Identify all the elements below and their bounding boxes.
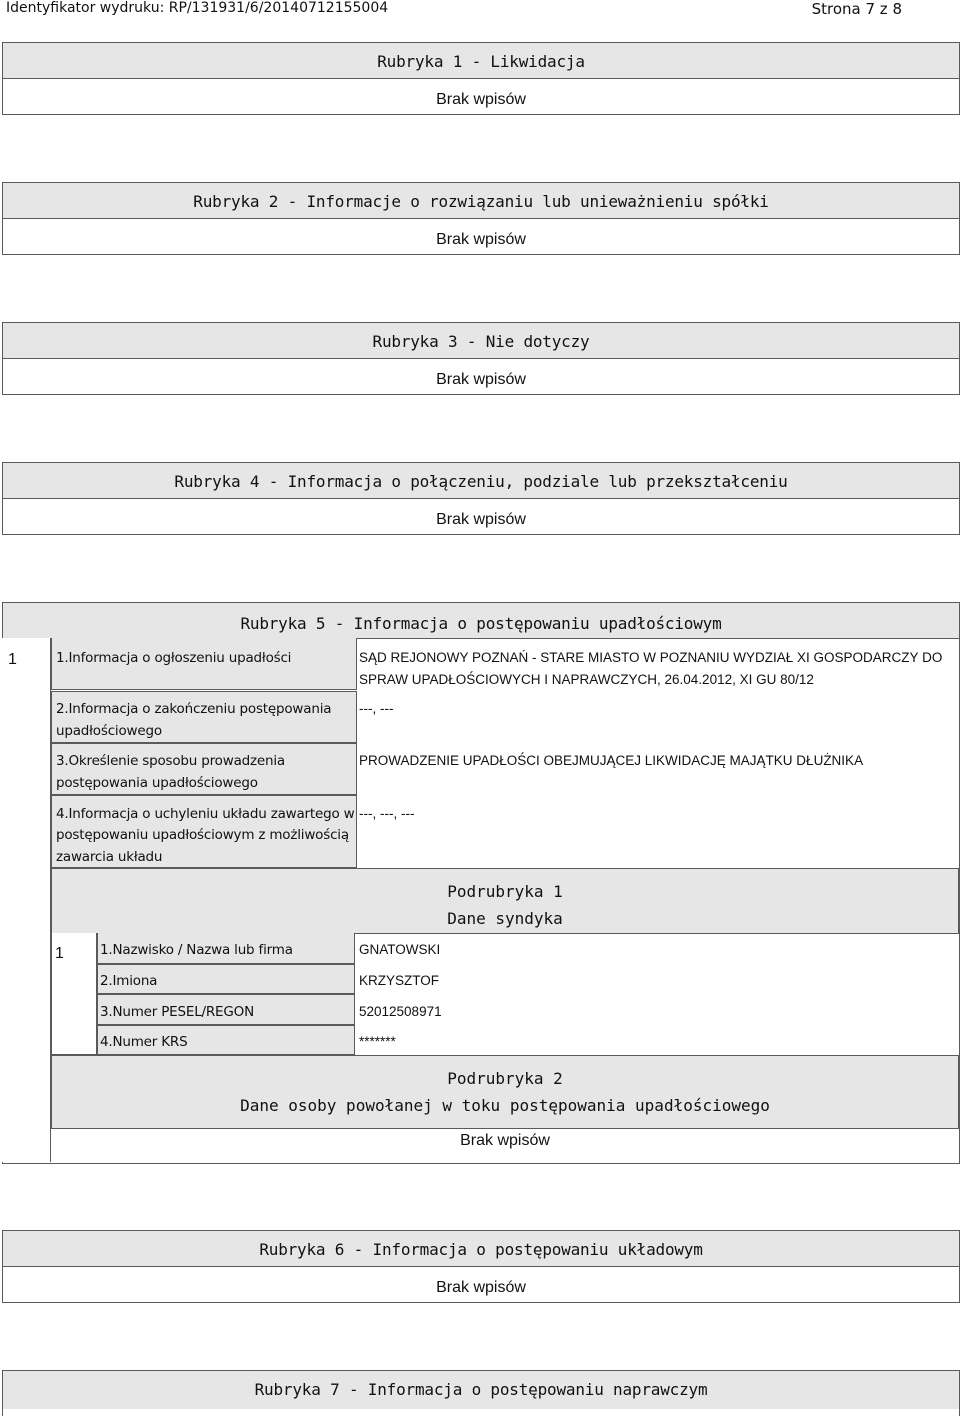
entry-number: 1 bbox=[8, 651, 17, 668]
sub-entry-number: 1 bbox=[55, 945, 64, 962]
podrubryka-1-title: Podrubryka 1 bbox=[447, 882, 563, 901]
rubryka-2 bbox=[2, 182, 960, 255]
sub-row-4-value: ******* bbox=[359, 1034, 396, 1049]
rubryka-1-body: Brak wpisów bbox=[436, 91, 526, 108]
rubryka-1-title: Rubryka 1 - Likwidacja bbox=[3, 43, 959, 79]
row-4-label-line2: postępowaniu upadłościowym z możliwością bbox=[56, 827, 349, 843]
row-4-label-line3: zawarcia układu bbox=[56, 849, 163, 865]
podrubryka-2-title: Podrubryka 2 bbox=[447, 1069, 563, 1088]
entry-number-column bbox=[2, 638, 51, 1162]
rubryka-3 bbox=[2, 322, 960, 395]
sub-row-4-label: 4.Numer KRS bbox=[100, 1034, 188, 1050]
sub-row-1-label: 1.Nazwisko / Nazwa lub firma bbox=[100, 942, 293, 958]
rubryka-1 bbox=[2, 42, 960, 115]
rubryka-3-title: Rubryka 3 - Nie dotyczy bbox=[3, 323, 959, 359]
sub-row-2-value: KRZYSZTOF bbox=[359, 973, 440, 988]
rubryka-6-body: Brak wpisów bbox=[436, 1279, 526, 1296]
row-3-value: PROWADZENIE UPADŁOŚCI OBEJMUJĄCEJ LIKWIDACJĘ MAJĄTKU DŁUŻNIKA bbox=[359, 753, 864, 768]
page-number: Strona 7 z 8 bbox=[811, 0, 902, 18]
row-2-label-line2: upadłościowego bbox=[56, 723, 162, 739]
row-3-label-line1: 3.Określenie sposobu prowadzenia bbox=[56, 753, 285, 769]
row-1-value-line2: SPRAW UPADŁOŚCIOWYCH I NAPRAWCZYCH, 26.04.2012, XI GU 80/12 bbox=[359, 672, 814, 687]
rubryka-2-title: Rubryka 2 - Informacje o rozwiązaniu lub unieważnieniu spółki bbox=[3, 183, 959, 219]
print-identifier: Identyfikator wydruku: RP/131931/6/20140712155004 bbox=[6, 0, 389, 16]
row-1-value-line1: SĄD REJONOWY POZNAŃ - STARE MIASTO W POZNANIU WYDZIAŁ XI GOSPODARCZY DO bbox=[359, 650, 943, 665]
rubryka-7 bbox=[2, 1370, 960, 1416]
rubryka-6-title: Rubryka 6 - Informacja o postępowaniu układowym bbox=[3, 1231, 959, 1267]
rubryka-3-body: Brak wpisów bbox=[436, 371, 526, 388]
row-1-label: 1.Informacja o ogłoszeniu upadłości bbox=[56, 650, 292, 666]
podrubryka-2-body: Brak wpisów bbox=[460, 1132, 550, 1149]
podrubryka-2-header bbox=[51, 1055, 959, 1129]
row-4-value: ---, ---, --- bbox=[359, 806, 415, 821]
rubryka-5 bbox=[2, 602, 960, 1164]
sub-row-3-label: 3.Numer PESEL/REGON bbox=[100, 1004, 254, 1020]
sub-row-2-label: 2.Imiona bbox=[100, 973, 158, 989]
sub-row-3-value: 52012508971 bbox=[359, 1004, 442, 1019]
rubryka-4 bbox=[2, 462, 960, 535]
podrubryka-2-subtitle: Dane osoby powołanej w toku postępowania upadłościowego bbox=[240, 1096, 770, 1115]
rubryka-4-title: Rubryka 4 - Informacja o połączeniu, podziale lub przekształceniu bbox=[3, 463, 959, 499]
sub-row-1-value: GNATOWSKI bbox=[359, 942, 441, 957]
rubryka-5-title: Rubryka 5 - Informacja o postępowaniu upadłościowym bbox=[3, 603, 959, 639]
rubryka-2-body: Brak wpisów bbox=[436, 231, 526, 248]
podrubryka-1-subtitle: Dane syndyka bbox=[447, 909, 563, 928]
row-2-label-line1: 2.Informacja o zakończeniu postępowania bbox=[56, 701, 332, 717]
row-2-value: ---, --- bbox=[359, 701, 394, 716]
rubryka-7-title: Rubryka 7 - Informacja o postępowaniu naprawczym bbox=[3, 1371, 959, 1409]
row-3-label-line2: postępowania upadłościowego bbox=[56, 775, 258, 791]
rubryka-6 bbox=[2, 1230, 960, 1303]
row-4-label-line1: 4.Informacja o uchyleniu układu zawartego w bbox=[56, 806, 355, 822]
rubryka-4-body: Brak wpisów bbox=[436, 511, 526, 528]
